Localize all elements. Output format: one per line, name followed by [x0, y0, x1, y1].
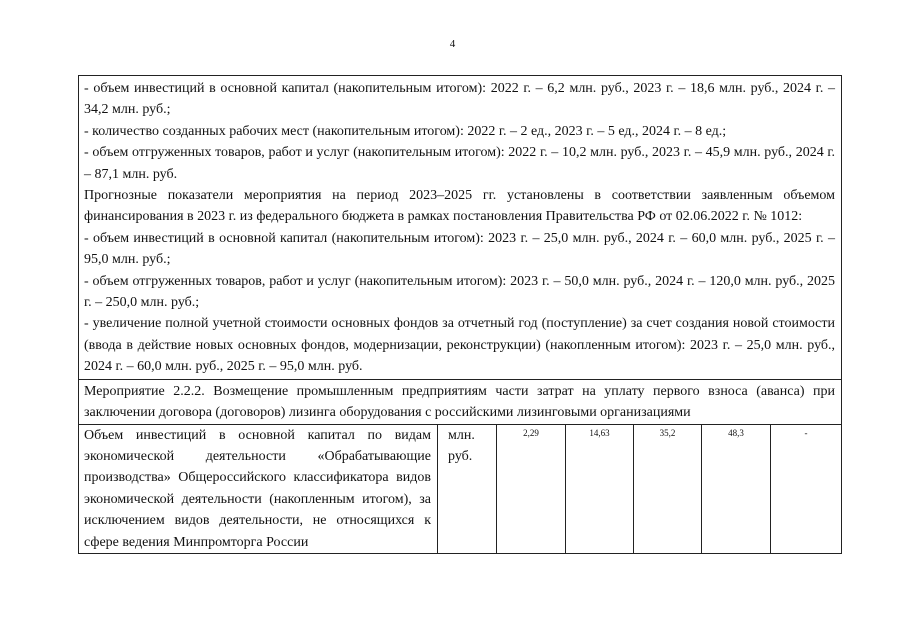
value-cell: 35,2 — [634, 424, 702, 553]
value-cell: 48,3 — [702, 424, 771, 553]
event-title: Мероприятие 2.2.2. Возмещение промышленным предприятиям части затрат на уплату первого взноса (аванса) при заключении договора (договоров) лизинга оборудования с российскими лизинговыми организациями — [84, 383, 836, 421]
table-row — [79, 76, 842, 380]
unit-cell: млн. руб. — [438, 424, 497, 553]
paragraph: Прогнозные показатели мероприятия на период 2023–2025 гг. установлены в соответствии заявленным объемом финансирования в 2023 г. из федерального бюджета в рамках постановления Правительства РФ от 02.06.2022 г. № 1012: — [84, 188, 836, 225]
indicators-table — [78, 75, 842, 554]
paragraph: - объем инвестиций в основной капитал (накопительным итогом): 2022 г. – 6,2 млн. руб., 2023 г. – 18,6 млн. руб., 2024 г. – 34,2 млн. руб.; — [84, 81, 836, 118]
paragraph: - увеличение полной учетной стоимости основных фондов за отчетный год (поступление) за счет создания новой стоимости (ввода в действие новых основных фондов, модернизации, реконструкции) (накопленным итогом): 2023 г. – 25,0 млн. руб., 2024 г. – 60,0 млн. руб., 2025 г. – 95,0 млн. руб. — [84, 316, 836, 375]
indicator-name-cell: Объем инвестиций в основной капитал по видам экономической деятельности «Обрабатывающие производства» Общероссийского классификатора видов экономической деятельности (накопленным итогом), за исключением видов деятельности, не относящихся к сфере ведения Минпромторга России — [79, 424, 438, 553]
paragraph: - объем инвестиций в основной капитал (накопительным итогом): 2023 г. – 25,0 млн. руб., 2024 г. – 60,0 млн. руб., 2025 г. – 95,0 млн. руб.; — [84, 230, 836, 268]
event-title-cell — [79, 379, 842, 424]
value-cell: 2,29 — [497, 424, 566, 553]
table-row — [79, 379, 842, 424]
paragraph: - объем отгруженных товаров, работ и услуг (накопительным итогом): 2023 г. – 50,0 млн. руб., 2024 г. – 120,0 млн. руб., 2025 г. – 250,0 млн. руб.; — [84, 273, 836, 311]
page-number: 4 — [449, 38, 456, 50]
forecast-text-cell — [79, 76, 842, 380]
value-cell: - — [771, 424, 842, 553]
paragraph: - объем отгруженных товаров, работ и услуг (накопительным итогом): 2022 г. – 10,2 млн. руб., 2023 г. – 45,9 млн. руб., 2024 г. – 87,1 млн. руб. — [84, 145, 836, 182]
paragraph: - количество созданных рабочих мест (накопительным итогом): 2022 г. – 2 ед., 2023 г. – 5 ед., 2024 г. – 8 ед.; — [84, 123, 727, 139]
table-row — [79, 424, 842, 553]
value-cell: 14,63 — [566, 424, 634, 553]
